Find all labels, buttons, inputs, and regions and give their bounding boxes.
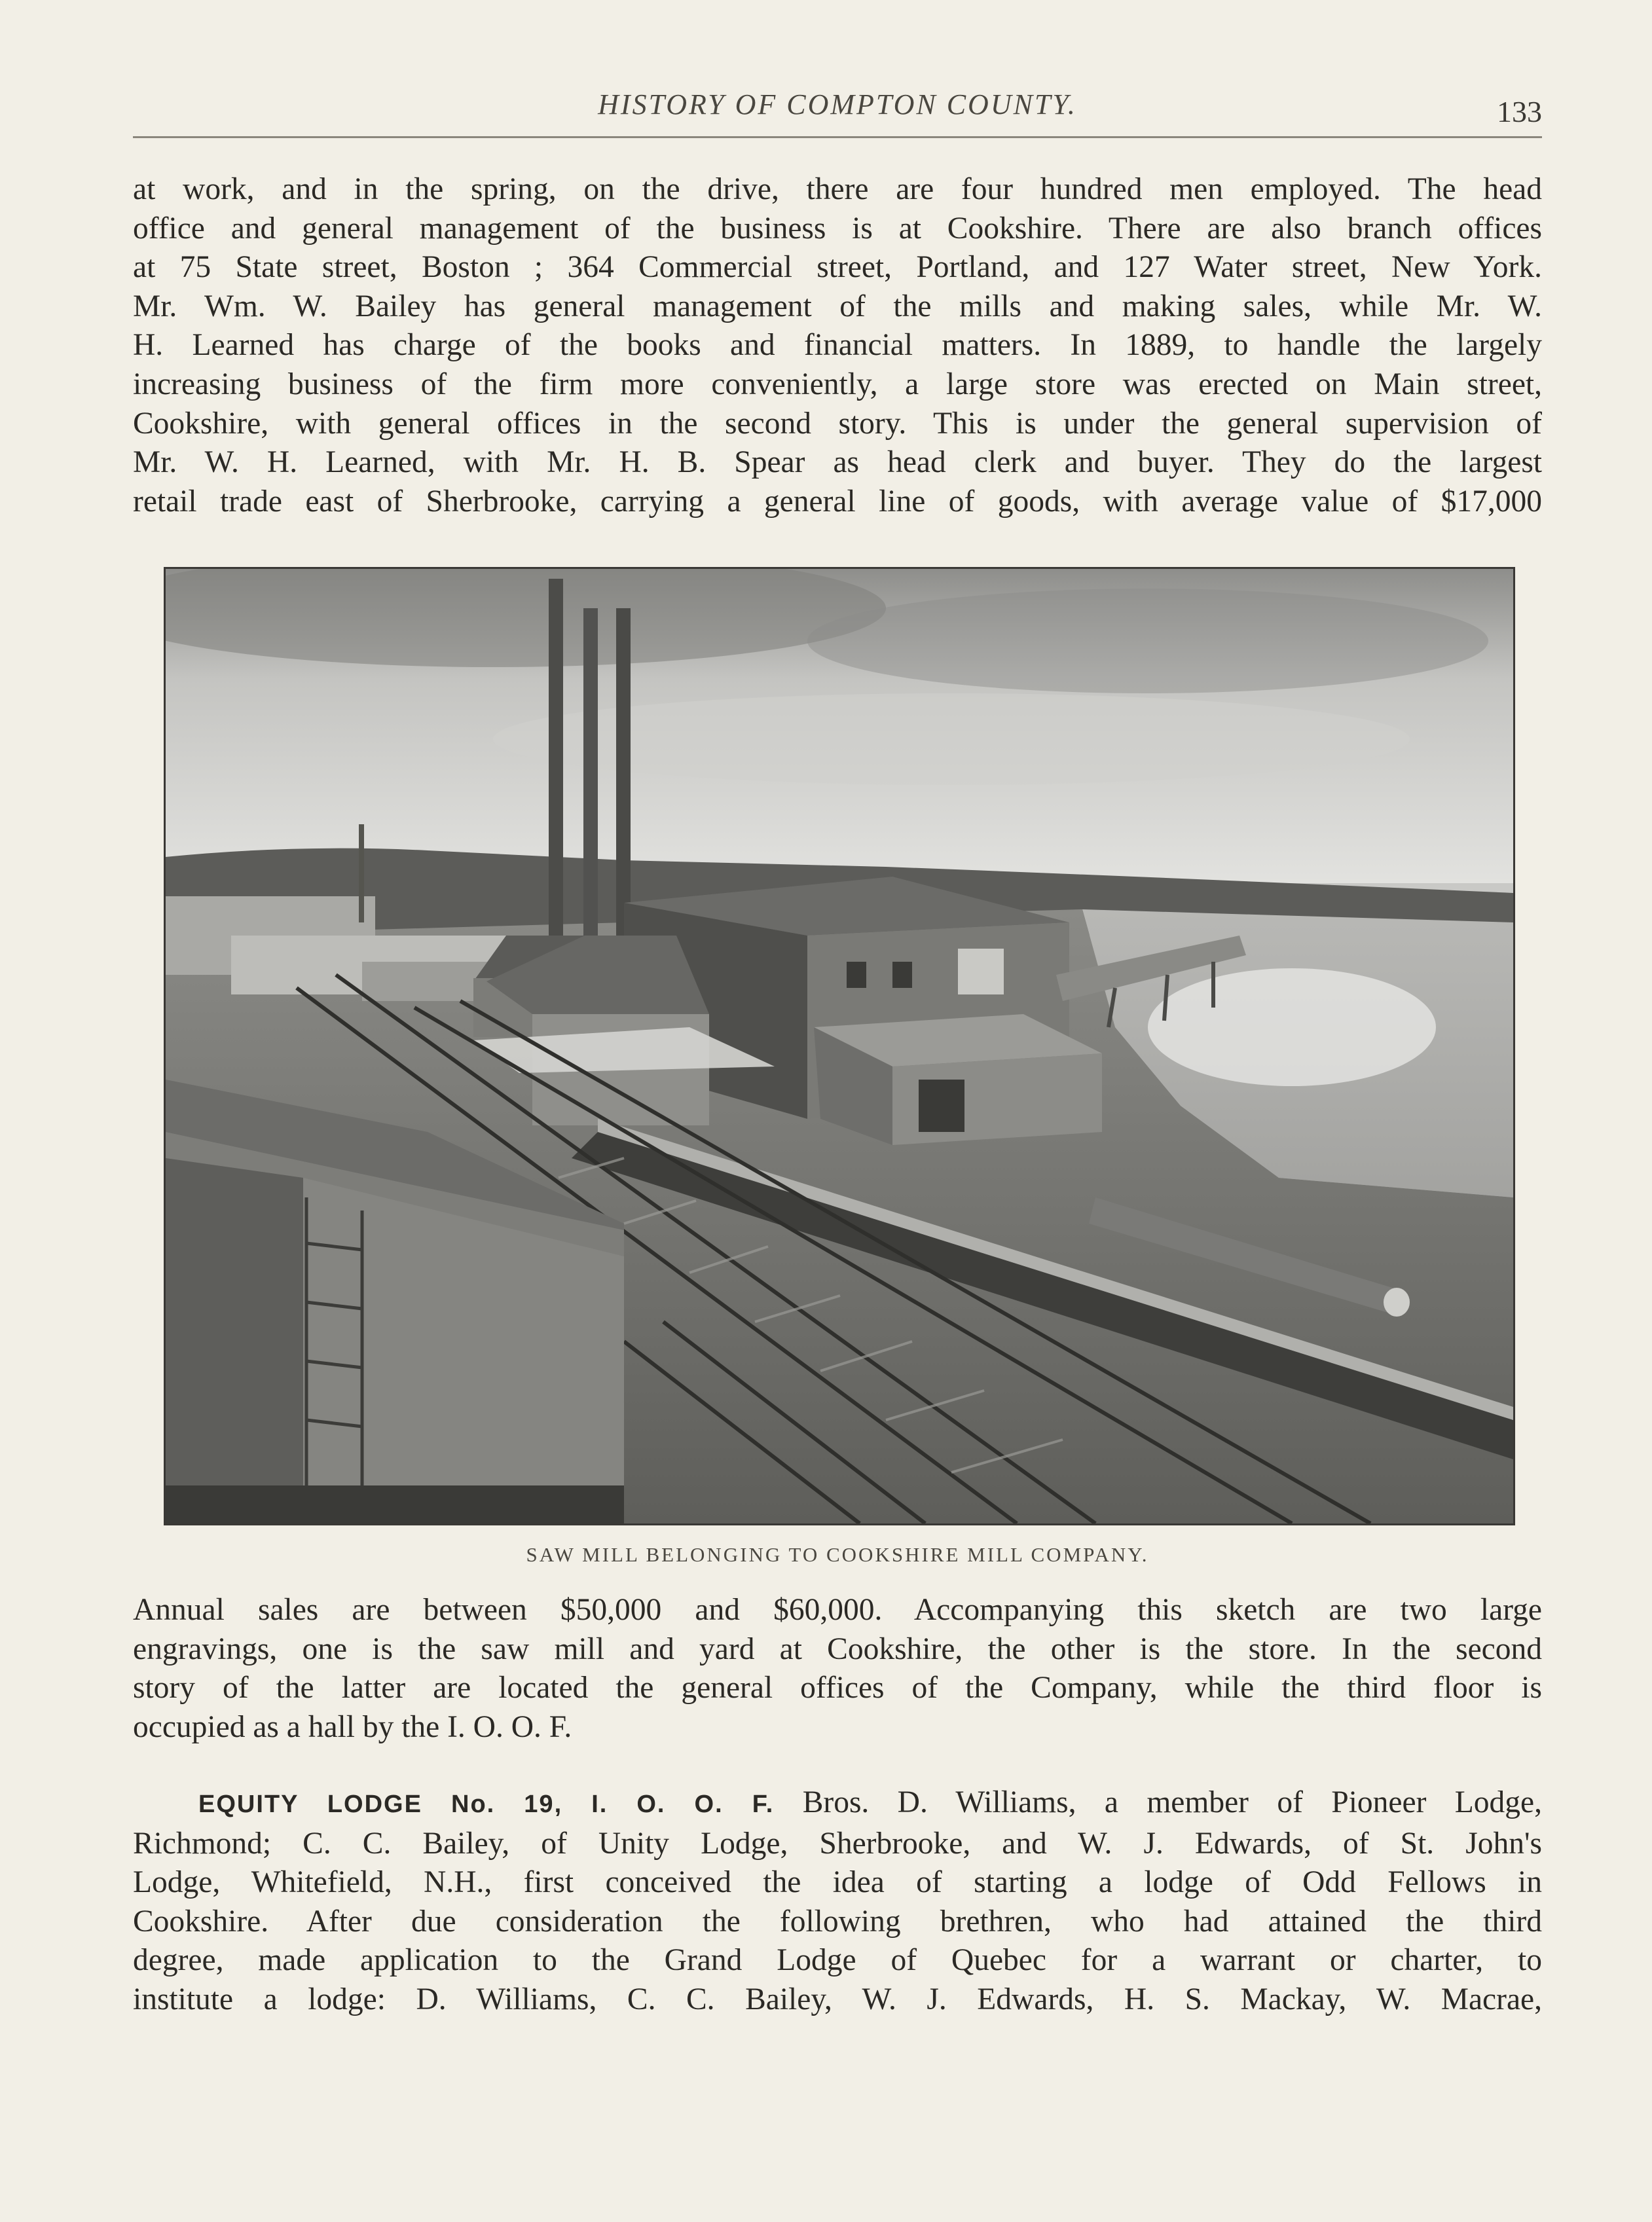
saw-mill-illustration [166, 569, 1513, 1523]
figure-caption: SAW MILL BELONGING TO COOKSHIRE MILL COMPANY. [526, 1543, 1149, 1566]
smokestack [549, 579, 563, 945]
text-line: Cookshire, with general offices in the second story. This is under the general supervision of [133, 406, 1542, 441]
text-line: Richmond; C. C. Bailey, of Unity Lodge, Sherbrooke, and W. J. Edwards, of St. John's [133, 1826, 1542, 1861]
text-line: story of the latter are located the general offices of the Company, while the third floor is [133, 1671, 1542, 1705]
text-line: institute a lodge: D. Williams, C. C. Bailey, W. J. Edwards, H. S. Mackay, W. Macrae, [133, 1982, 1542, 2016]
text-line: degree, made application to the Grand Lodge of Quebec for a warrant or charter, to [133, 1943, 1542, 1978]
text-line: retail trade east of Sherbrooke, carrying a general line of goods, with average value of $17,000 [133, 484, 1542, 519]
text-line: occupied as a hall by the I. O. O. F. [133, 1709, 572, 1744]
text-line: Mr. Wm. W. Bailey has general management of the mills and making sales, while Mr. W. [133, 289, 1542, 323]
running-head: HISTORY OF COMPTON COUNTY. [598, 88, 1077, 120]
page-number: 133 [1497, 95, 1542, 128]
saw-mill-photograph [164, 567, 1515, 1525]
text-line: at 75 State street, Boston ; 364 Commercial street, Portland, and 127 Water street, New York. [133, 250, 1542, 285]
paragraph-1 [133, 170, 1542, 521]
paragraph-2 [133, 1591, 1542, 1747]
text-line: at work, and in the spring, on the drive, there are four hundred men employed. The head [133, 172, 1542, 206]
text-line: increasing business of the firm more conveniently, a large store was erected on Main street, [133, 367, 1542, 401]
text-line: Cookshire. After due consideration the following brethren, who had attained the third [133, 1904, 1542, 1939]
text-line [133, 1783, 1542, 1825]
section-lead: EQUITY LODGE No. 19, I. O. O. F. [198, 1791, 775, 1818]
text-fragment: Bros. D. Williams, a member of Pioneer Lodge, [802, 1785, 1543, 1819]
smokestack [616, 608, 631, 949]
page-header [133, 84, 1542, 138]
boxcar [166, 1158, 303, 1523]
text-line: H. Learned has charge of the books and financial matters. In 1889, to handle the largely [133, 328, 1542, 363]
text-line: office and general management of the business is at Cookshire. There are also branch offices [133, 211, 1542, 246]
paragraph-3 [133, 1783, 1542, 2020]
text-line: Annual sales are between $50,000 and $60,000. Accompanying this sketch are two large [133, 1593, 1542, 1627]
text-line: engravings, one is the saw mill and yard at Cookshire, the other is the store. In the second [133, 1631, 1542, 1666]
text-line: Lodge, Whitefield, N.H., first conceived the idea of starting a lodge of Odd Fellows in [133, 1865, 1542, 1900]
smokestack [583, 608, 598, 949]
text-line: Mr. W. H. Learned, with Mr. H. B. Spear as head clerk and buyer. They do the largest [133, 445, 1542, 480]
